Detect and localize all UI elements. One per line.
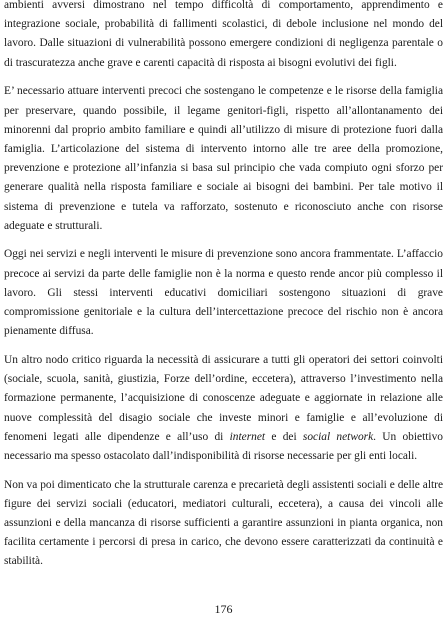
paragraph xyxy=(4,82,443,236)
paragraph xyxy=(4,351,443,466)
paragraph-text: E’ necessario attuare interventi precoci che sostengano le competenze e le risorse della famiglia per preservare, quando possibile, il legame genitori-figli, rispetto all’allontanamento dei minorenni dal proprio ambito familiare e quindi all’utilizzo di misure di protezione fuori dalla famiglia. L’articolazione del sistema di intervento intorno alle tre aree della promozione, prevenzione e protezione all’infanzia si basa sul principio che vada compiuto ogni sforzo per generare qualità nella risposta familiare e sociale ai bisogni dei bambini. Per tale motivo il sistema di prevenzione e tutela va rafforzato, sostenuto e riconosciuto anche con risorse adeguate e strutturali. xyxy=(4,85,443,232)
page-number: 176 xyxy=(214,602,233,616)
paragraph xyxy=(4,245,443,341)
paragraph-text: Non va poi dimenticato che la strutturale carenza e precarietà degli assistenti sociali e delle altre figure dei servizi sociali (educatori, mediatori culturali, eccetera), a causa dei vincoli alle assunzioni e della mancanza di risorse sufficienti a garantire assunzioni in pianta organica, non facilita certamente i percorsi di presa in carico, che devono essere caratterizzati da continuità e stabilità. xyxy=(4,478,443,568)
paragraph-text: ambienti avversi dimostrano nel tempo difficoltà di comportamento, apprendimento e integrazione sociale, probabilità di fallimenti scolastici, di debole inclusione nel mondo del lavoro. Dalle situazioni di vulnerabilità possono emergere condizioni di negligenza parentale o di trascuratezza anche grave e carenti capacità di risposta ai bisogni evolutivi dei figli. xyxy=(4,0,443,69)
body-text xyxy=(4,0,443,572)
paragraph-text: Un altro nodo critico riguarda la necessità di assicurare a tutti gli operatori dei settori coinvolti (sociale, scuola, sanità, giustizia, Forze dell’ordine, eccetera), attraverso l’investimento nella formazione permanente, l’acquisizione di conoscenze adeguate e aggiornate in relazione alle nuove complessità del disagio sociale che investe minori e famiglie e all’evoluzione di fenomeni legati alle dipendenze e all’uso di xyxy=(4,353,443,443)
italic-term: social network xyxy=(302,430,374,443)
paragraph-text: Oggi nei servizi e negli interventi le misure di prevenzione sono ancora frammentate. L’affaccio precoce ai servizi da parte delle famiglie non è la norma e questo rende ancor più complesso il lavoro. Gli stessi interventi educativi domiciliari sostengono situazioni di grave compromissione genitoriale e la cultura dell’intercettazione precoce del rischio non è ancora pienamente diffusa. xyxy=(4,248,443,338)
paragraph xyxy=(4,0,443,73)
paragraph xyxy=(4,476,443,572)
italic-term: internet xyxy=(229,430,266,443)
paragraph-text: . Un obiettivo necessario ma spesso ostacolato dall’indisponibilità di risorse necessarie per gli enti locali. xyxy=(4,430,443,462)
paragraph-text: e dei xyxy=(265,430,303,443)
document-page xyxy=(4,0,443,641)
